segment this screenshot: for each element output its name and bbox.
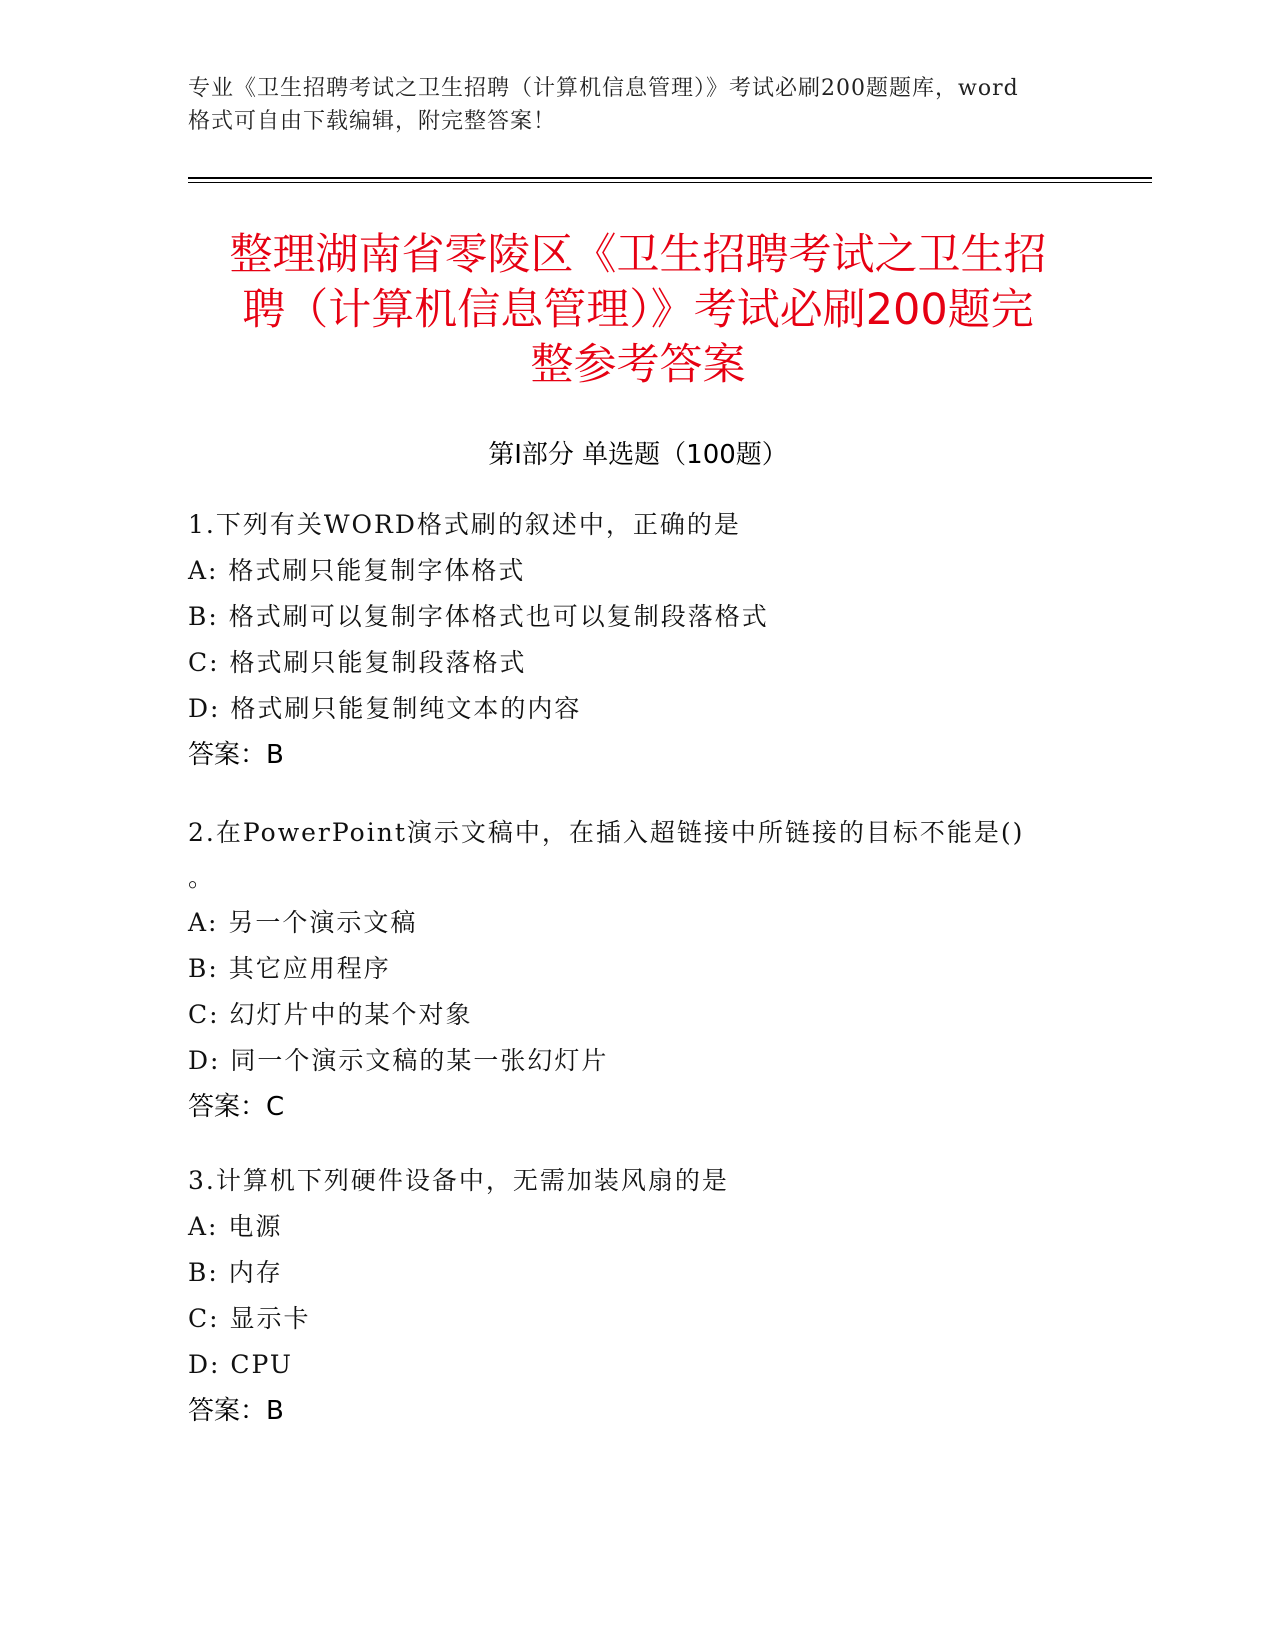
option-d: D: 格式刷只能复制纯文本的内容 [188, 694, 582, 723]
header-note-line-2: 格式可自由下载编辑，附完整答案！ [188, 109, 557, 134]
question-stem: 2.在PowerPoint演示文稿中，在插入超链接中所链接的目标不能是() [188, 818, 1025, 847]
question-stem: 1.下列有关WORD格式刷的叙述中，正确的是 [188, 510, 741, 539]
document-title-line-1: 整理湖南省零陵区《卫生招聘考试之卫生招 [229, 230, 1047, 280]
header-rule-thick [188, 177, 1152, 179]
header-note [188, 72, 1108, 138]
question-2 [188, 810, 1088, 1130]
option-c: C: 格式刷只能复制段落格式 [188, 648, 527, 677]
option-b: B: 其它应用程序 [188, 954, 391, 983]
question-stem-continuation: 。 [188, 863, 216, 892]
question-1 [188, 502, 1088, 778]
document-title-line-2: 聘（计算机信息管理）》考试必刷200题完 [242, 285, 1034, 335]
document-title [188, 228, 1088, 393]
section-title: 第Ⅰ部分 单选题（100题） [488, 440, 788, 470]
option-a: A: 另一个演示文稿 [188, 908, 418, 937]
option-d: D: CPU [188, 1350, 293, 1379]
option-c: C: 显示卡 [188, 1304, 311, 1333]
header-rule-thin [188, 182, 1152, 183]
document-title-line-3: 整参考答案 [530, 340, 746, 390]
answer: 答案：C [188, 1092, 285, 1122]
answer: 答案：B [188, 740, 284, 770]
header-note-line-1: 专业《卫生招聘考试之卫生招聘（计算机信息管理）》考试必刷200题题库，word [188, 76, 1019, 101]
answer: 答案：B [188, 1396, 284, 1426]
option-d: D: 同一个演示文稿的某一张幻灯片 [188, 1046, 609, 1075]
option-b: B: 内存 [188, 1258, 283, 1287]
option-a: A: 格式刷只能复制字体格式 [188, 556, 526, 585]
question-stem: 3.计算机下列硬件设备中，无需加装风扇的是 [188, 1166, 729, 1195]
option-b: B: 格式刷可以复制字体格式也可以复制段落格式 [188, 602, 769, 631]
option-a: A: 电源 [188, 1212, 283, 1241]
question-3 [188, 1158, 1088, 1434]
option-c: C: 幻灯片中的某个对象 [188, 1000, 473, 1029]
